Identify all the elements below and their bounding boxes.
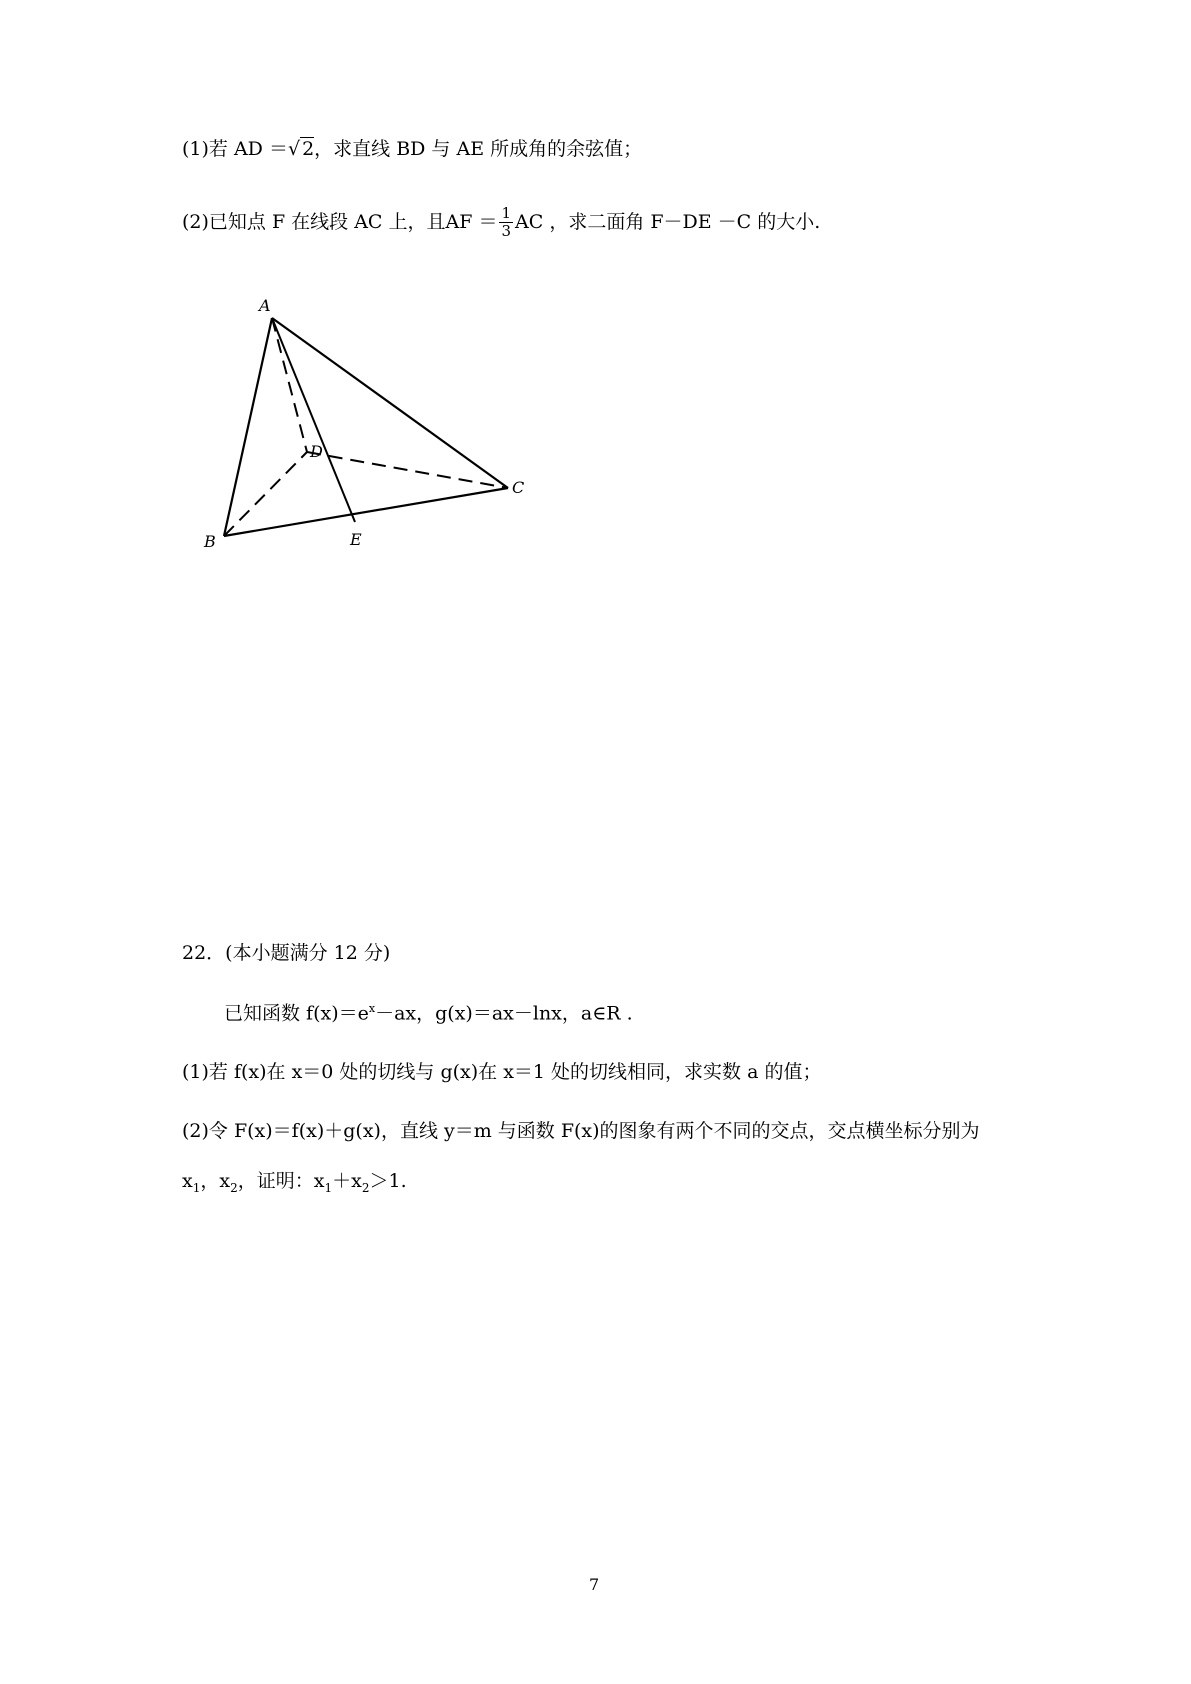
label-b: B [204, 532, 216, 551]
edge-dc [307, 452, 508, 488]
subscript-1: 1 [192, 1180, 201, 1195]
var-x: x [182, 1170, 193, 1192]
subscript-1: 1 [324, 1180, 333, 1195]
label-a: A [259, 296, 271, 315]
edge-bc [224, 488, 508, 536]
q21-part1-prefix: (1)若 AD ＝ [182, 138, 288, 160]
q21-part2 [182, 206, 820, 239]
fraction-denominator: 3 [501, 222, 512, 240]
q21-part2-suffix: AC ，求二面角 F－DE －C 的大小. [515, 211, 821, 233]
edge-ab [224, 318, 272, 536]
label-e: E [350, 530, 362, 549]
subscript-2: 2 [230, 1180, 238, 1195]
separator: ， [200, 1170, 220, 1192]
q22-given-pre: 已知函数 f(x)＝e [224, 1002, 369, 1025]
q21-part1-suffix: ，求直线 BD 与 AE 所成角的余弦值； [314, 138, 643, 160]
inequality-end: ＞1. [369, 1170, 407, 1192]
q22-part2-line2 [182, 1172, 407, 1194]
exponent-x: x [368, 1002, 376, 1015]
var-x: x [219, 1170, 231, 1192]
page-number: 7 [589, 1575, 600, 1594]
q21-part1 [182, 140, 642, 159]
var-x: x [313, 1170, 325, 1192]
q22-given [224, 1003, 633, 1023]
q22-given-post: －ax，g(x)＝ax－lnx，a∈R . [375, 1002, 633, 1025]
sqrt-radicand: 2 [302, 138, 315, 160]
q22-part1: (1)若 f(x)在 x＝0 处的切线与 g(x)在 x＝1 处的切线相同，求实数 a 的值； [182, 1061, 822, 1083]
label-c: C [512, 478, 525, 497]
fraction-one-third [499, 206, 513, 239]
sqrt-expression [288, 140, 314, 159]
tetrahedron-figure [180, 285, 560, 565]
proof-label: ，证明： [237, 1170, 314, 1192]
label-d: D [310, 442, 323, 461]
q22-part2-line1: (2)令 F(x)＝f(x)＋g(x)，直线 y＝m 与函数 F(x)的图象有两个不同的交点，交点横坐标分别为 [182, 1120, 980, 1142]
var-x: x [351, 1170, 362, 1192]
q22-header: 22．(本小题满分 12 分) [182, 942, 391, 964]
sqrt-sign: √ [287, 138, 301, 160]
q21-part2-prefix: (2)已知点 F 在线段 AC 上，且AF ＝ [182, 211, 498, 233]
plus-sign: ＋ [332, 1170, 352, 1192]
fraction-numerator: 1 [501, 204, 512, 222]
subscript-2: 2 [361, 1180, 370, 1195]
